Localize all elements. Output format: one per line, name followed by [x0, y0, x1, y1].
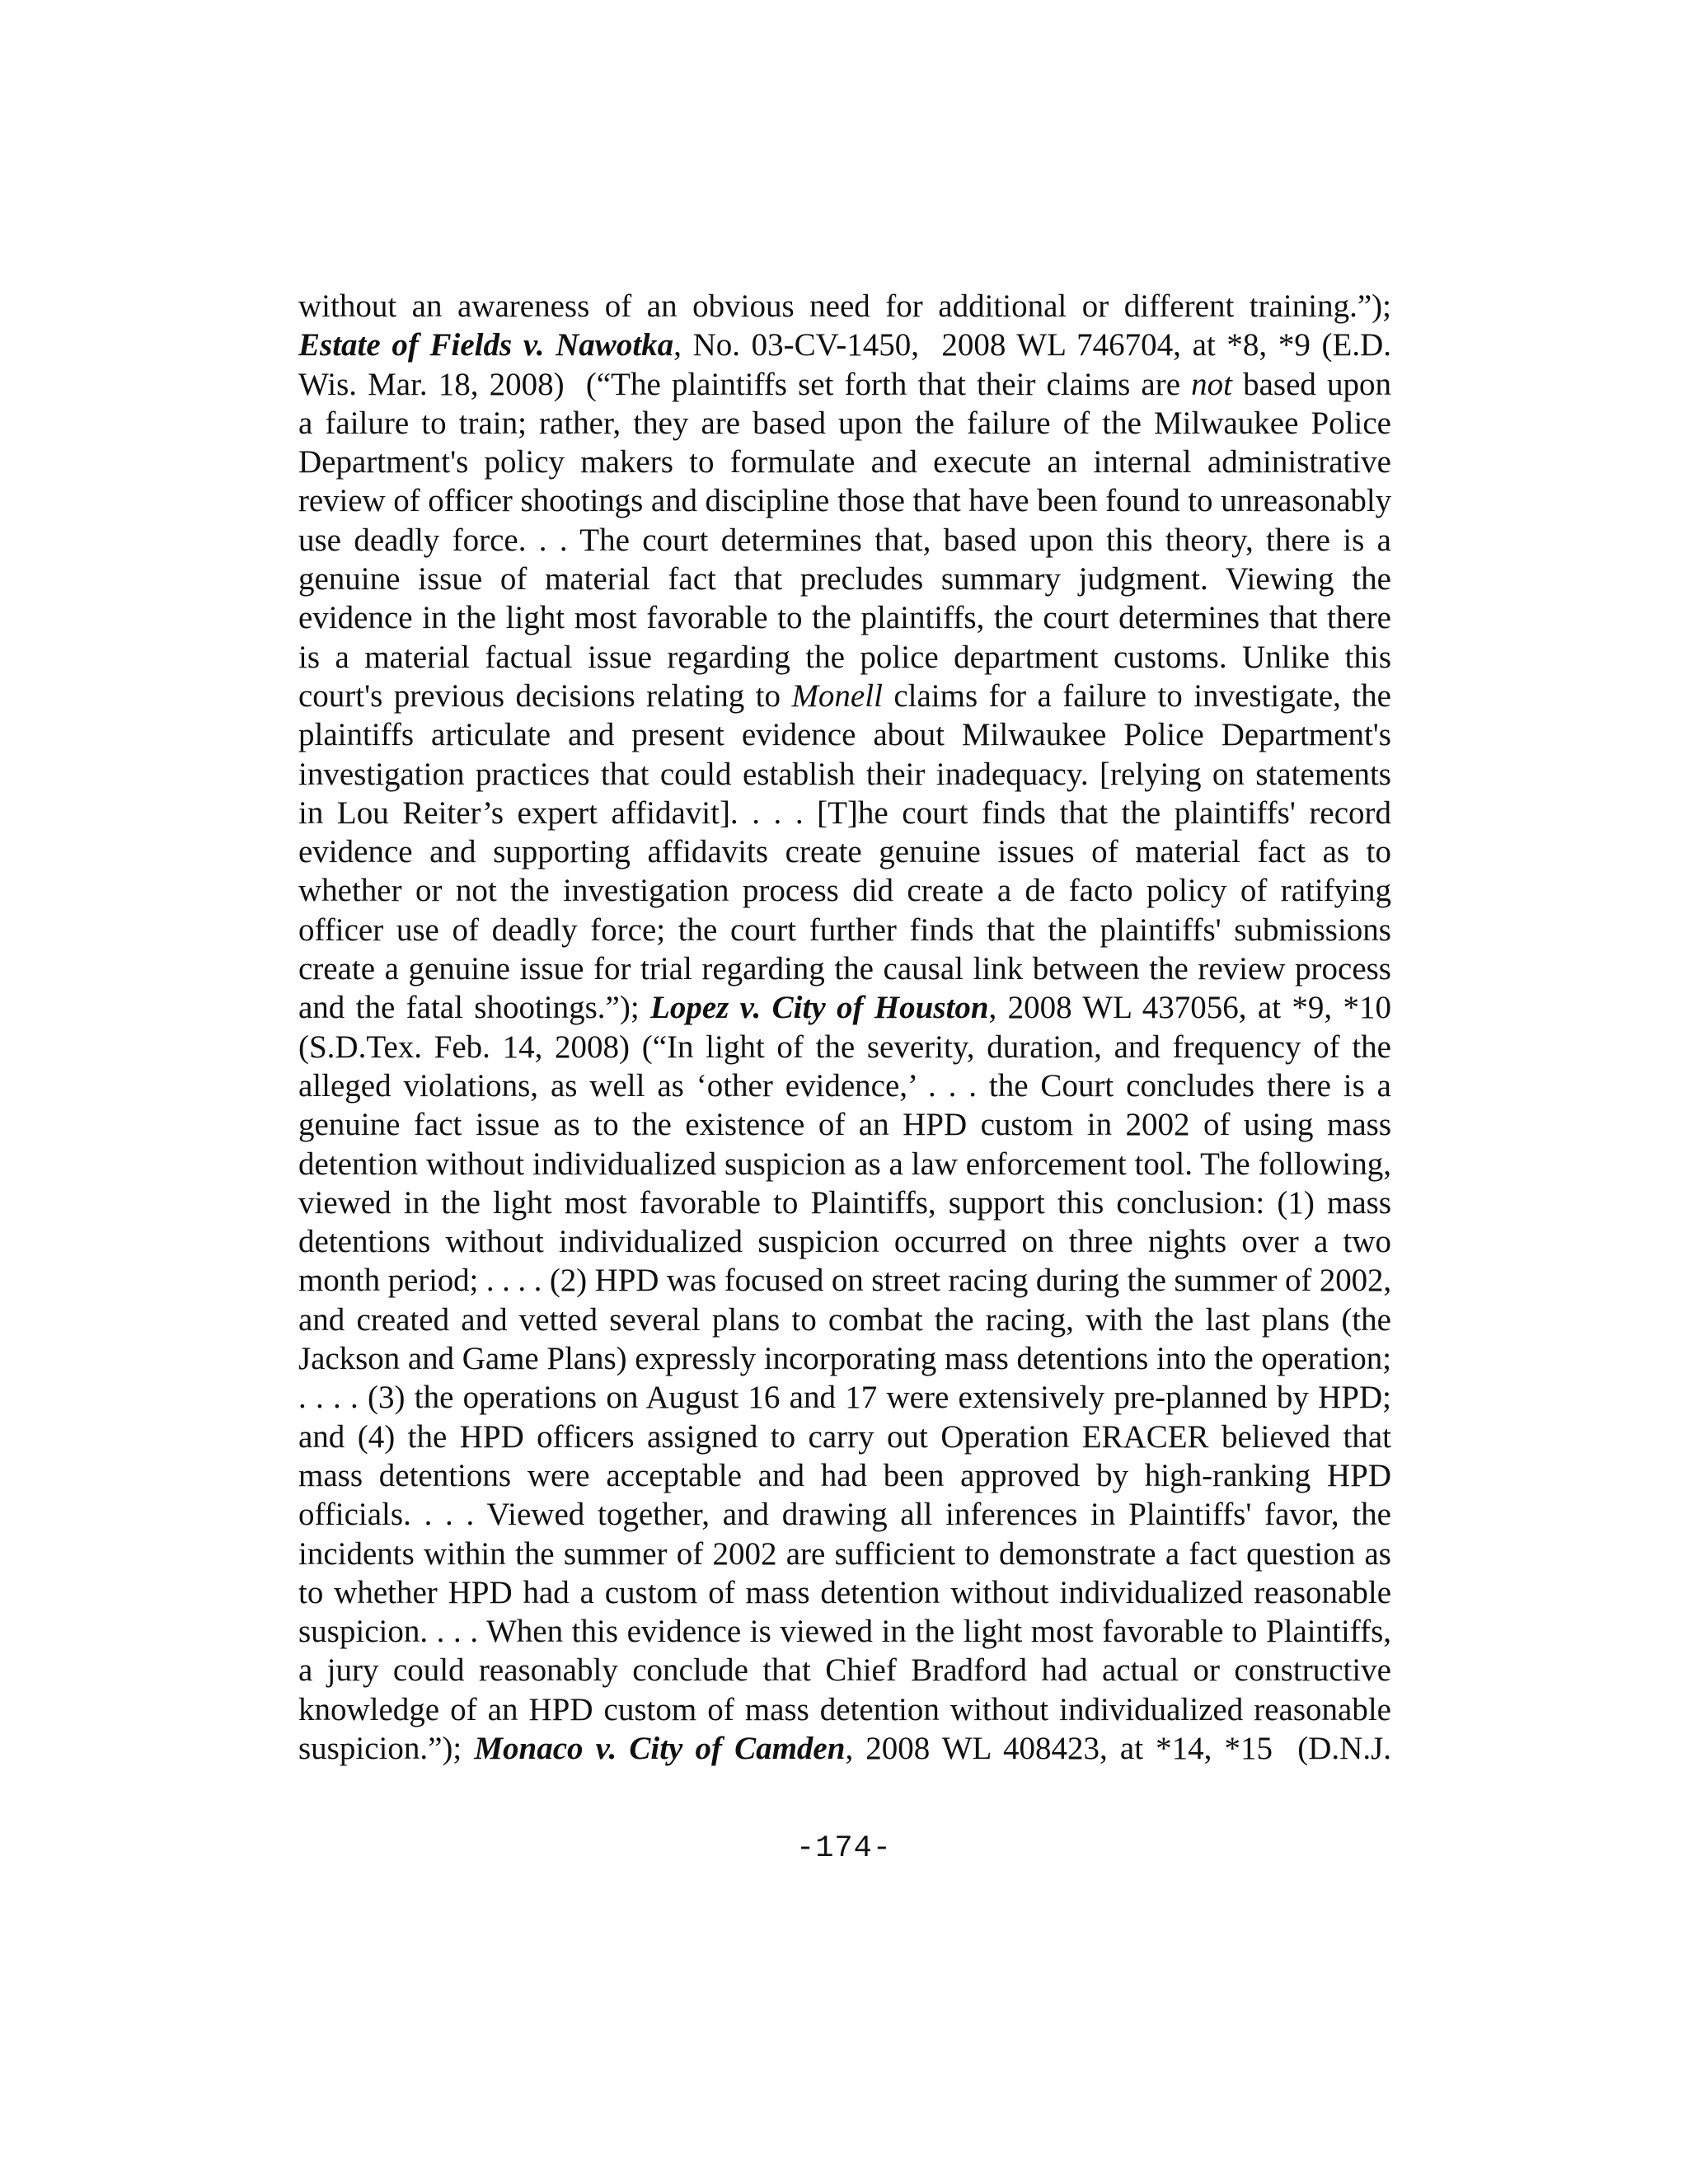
- text-segment: (S.D.Tex. Feb. 14, 2008) (“In light of the severity, duration, and frequency of the: [298, 1029, 1391, 1065]
- text-segment: suspicion. . . . When this evidence is viewed in the light most favorable to Plaintiffs,: [298, 1614, 1391, 1650]
- text-line: [298, 365, 1391, 404]
- text-line: [298, 1495, 1391, 1534]
- text-line: [298, 755, 1391, 794]
- text-line: [298, 443, 1391, 481]
- text-segment: plaintiffs articulate and present evidence about Milwaukee Police Department's: [298, 717, 1391, 753]
- text-line: [298, 1066, 1391, 1105]
- text-segment: and the fatal shootings.”);: [298, 990, 651, 1026]
- text-segment: . . . . (3) the operations on August 16 and 17 were extensively pre-planned by HPD;: [298, 1380, 1391, 1416]
- text-line: [298, 481, 1391, 520]
- text-line: [298, 1105, 1391, 1144]
- text-line: [298, 1418, 1391, 1456]
- text-segment: incidents within the summer of 2002 are sufficient to demonstrate a fact question as: [298, 1535, 1391, 1572]
- text-segment: , 2008 WL 437056, at *9, *10: [988, 990, 1391, 1026]
- text-line: [298, 326, 1391, 364]
- text-line: [298, 1222, 1391, 1261]
- text-segment: alleged violations, as well as ‘other evidence,’ . . . the Court concludes there is a: [298, 1067, 1391, 1104]
- text-segment: in Lou Reiter’s expert affidavit]. . . . [T]he court finds that the plaintiffs' record: [298, 794, 1391, 831]
- text-segment: Wis. Mar. 18, 2008) (“The plaintiffs set forth that their claims are: [298, 366, 1192, 402]
- text-segment: use deadly force. . . The court determines that, based upon this theory, there is a: [298, 522, 1391, 558]
- italic-text: not: [1191, 366, 1232, 402]
- text-line: [298, 1145, 1391, 1183]
- text-line: [298, 287, 1391, 326]
- text-line: [298, 1378, 1391, 1417]
- page-number: -174-: [795, 1831, 893, 1866]
- text-segment: month period; . . . . (2) HPD was focused on street racing during the summer of 2002,: [298, 1263, 1391, 1299]
- text-line: [298, 949, 1391, 988]
- text-segment: genuine fact issue as to the existence of an HPD custom in 2002 of using mass: [298, 1107, 1391, 1143]
- text-segment: mass detentions were acceptable and had been approved by high-ranking HPD: [298, 1457, 1391, 1493]
- text-segment: a jury could reasonably conclude that Chief Bradford had actual or constructive: [298, 1652, 1391, 1689]
- text-segment: officer use of deadly force; the court further finds that the plaintiffs' submissions: [298, 912, 1391, 948]
- text-segment: , 2008 WL 408423, at *14, *15 (D.N.J.: [845, 1730, 1391, 1766]
- text-segment: and (4) the HPD officers assigned to carry out Operation ERACER believed that: [298, 1418, 1391, 1455]
- case-citation: Estate of Fields v. Nawotka: [298, 327, 674, 363]
- text-line: [298, 598, 1391, 637]
- body-text: [298, 287, 1391, 1768]
- text-line: [298, 1261, 1391, 1300]
- text-segment: court's previous decisions relating to: [298, 677, 792, 714]
- text-line: [298, 715, 1391, 754]
- text-segment: detentions without individualized suspicion occurred on three nights over a two: [298, 1224, 1391, 1260]
- text-line: [298, 832, 1391, 871]
- text-line: [298, 1729, 1391, 1768]
- text-segment: without an awareness of an obvious need for additional or different training.”);: [298, 288, 1391, 324]
- text-line: [298, 1573, 1391, 1612]
- text-segment: a failure to train; rather, they are based upon the failure of the Milwaukee Police: [298, 405, 1391, 441]
- text-segment: , No. 03-CV-1450, 2008 WL 746704, at *8, *9 (E.D.: [673, 327, 1391, 363]
- text-segment: investigation practices that could establish their inadequacy. [relying on statements: [298, 756, 1391, 792]
- text-segment: viewed in the light most favorable to Plaintiffs, support this conclusion: (1) mass: [298, 1184, 1391, 1221]
- case-citation: Lopez v. City of Houston: [650, 990, 989, 1026]
- text-line: [298, 1183, 1391, 1222]
- text-line: [298, 871, 1391, 910]
- text-line: [298, 1456, 1391, 1495]
- text-segment: knowledge of an HPD custom of mass detention without individualized reasonable: [298, 1691, 1391, 1727]
- text-segment: is a material factual issue regarding the police department customs. Unlike this: [298, 639, 1391, 675]
- text-segment: review of officer shootings and discipline those that have been found to unreasonably: [298, 483, 1391, 519]
- text-line: [298, 1690, 1391, 1729]
- text-segment: create a genuine issue for trial regarding the causal link between the review process: [298, 951, 1391, 987]
- text-segment: Jackson and Game Plans) expressly incorporating mass detentions into the operation;: [298, 1341, 1391, 1377]
- text-line: [298, 988, 1391, 1027]
- text-line: [298, 1651, 1391, 1690]
- text-line: [298, 1301, 1391, 1339]
- text-segment: suspicion.”);: [298, 1730, 475, 1766]
- text-line: [298, 560, 1391, 598]
- text-segment: genuine issue of material fact that precludes summary judgment. Viewing the: [298, 561, 1391, 598]
- text-segment: evidence in the light most favorable to the plaintiffs, the court determines that there: [298, 600, 1391, 636]
- case-citation: Monaco v. City of Camden: [474, 1730, 846, 1766]
- text-segment: detention without individualized suspicion as a law enforcement tool. The following,: [298, 1146, 1391, 1182]
- text-segment: based upon: [1232, 366, 1391, 402]
- text-line: [298, 1028, 1391, 1066]
- text-segment: to whether HPD had a custom of mass detention without individualized reasonable: [298, 1574, 1391, 1610]
- text-line: [298, 638, 1391, 677]
- text-line: [298, 1612, 1391, 1651]
- text-segment: officials. . . . Viewed together, and drawing all inferences in Plaintiffs' favor, the: [298, 1497, 1391, 1533]
- text-segment: and created and vetted several plans to combat the racing, with the last plans (the: [298, 1301, 1391, 1338]
- text-segment: whether or not the investigation process did create a de facto policy of ratifying: [298, 873, 1391, 909]
- text-segment: claims for a failure to investigate, the: [882, 677, 1391, 714]
- text-line: [298, 404, 1391, 443]
- text-line: [298, 1339, 1391, 1378]
- text-line: [298, 1535, 1391, 1573]
- text-line: [298, 794, 1391, 832]
- text-line: [298, 911, 1391, 949]
- text-line: [298, 677, 1391, 715]
- italic-text: Monell: [791, 677, 883, 714]
- text-segment: evidence and supporting affidavits create genuine issues of material fact as to: [298, 834, 1391, 870]
- text-line: [298, 521, 1391, 560]
- text-segment: Department's policy makers to formulate and execute an internal administrative: [298, 444, 1391, 480]
